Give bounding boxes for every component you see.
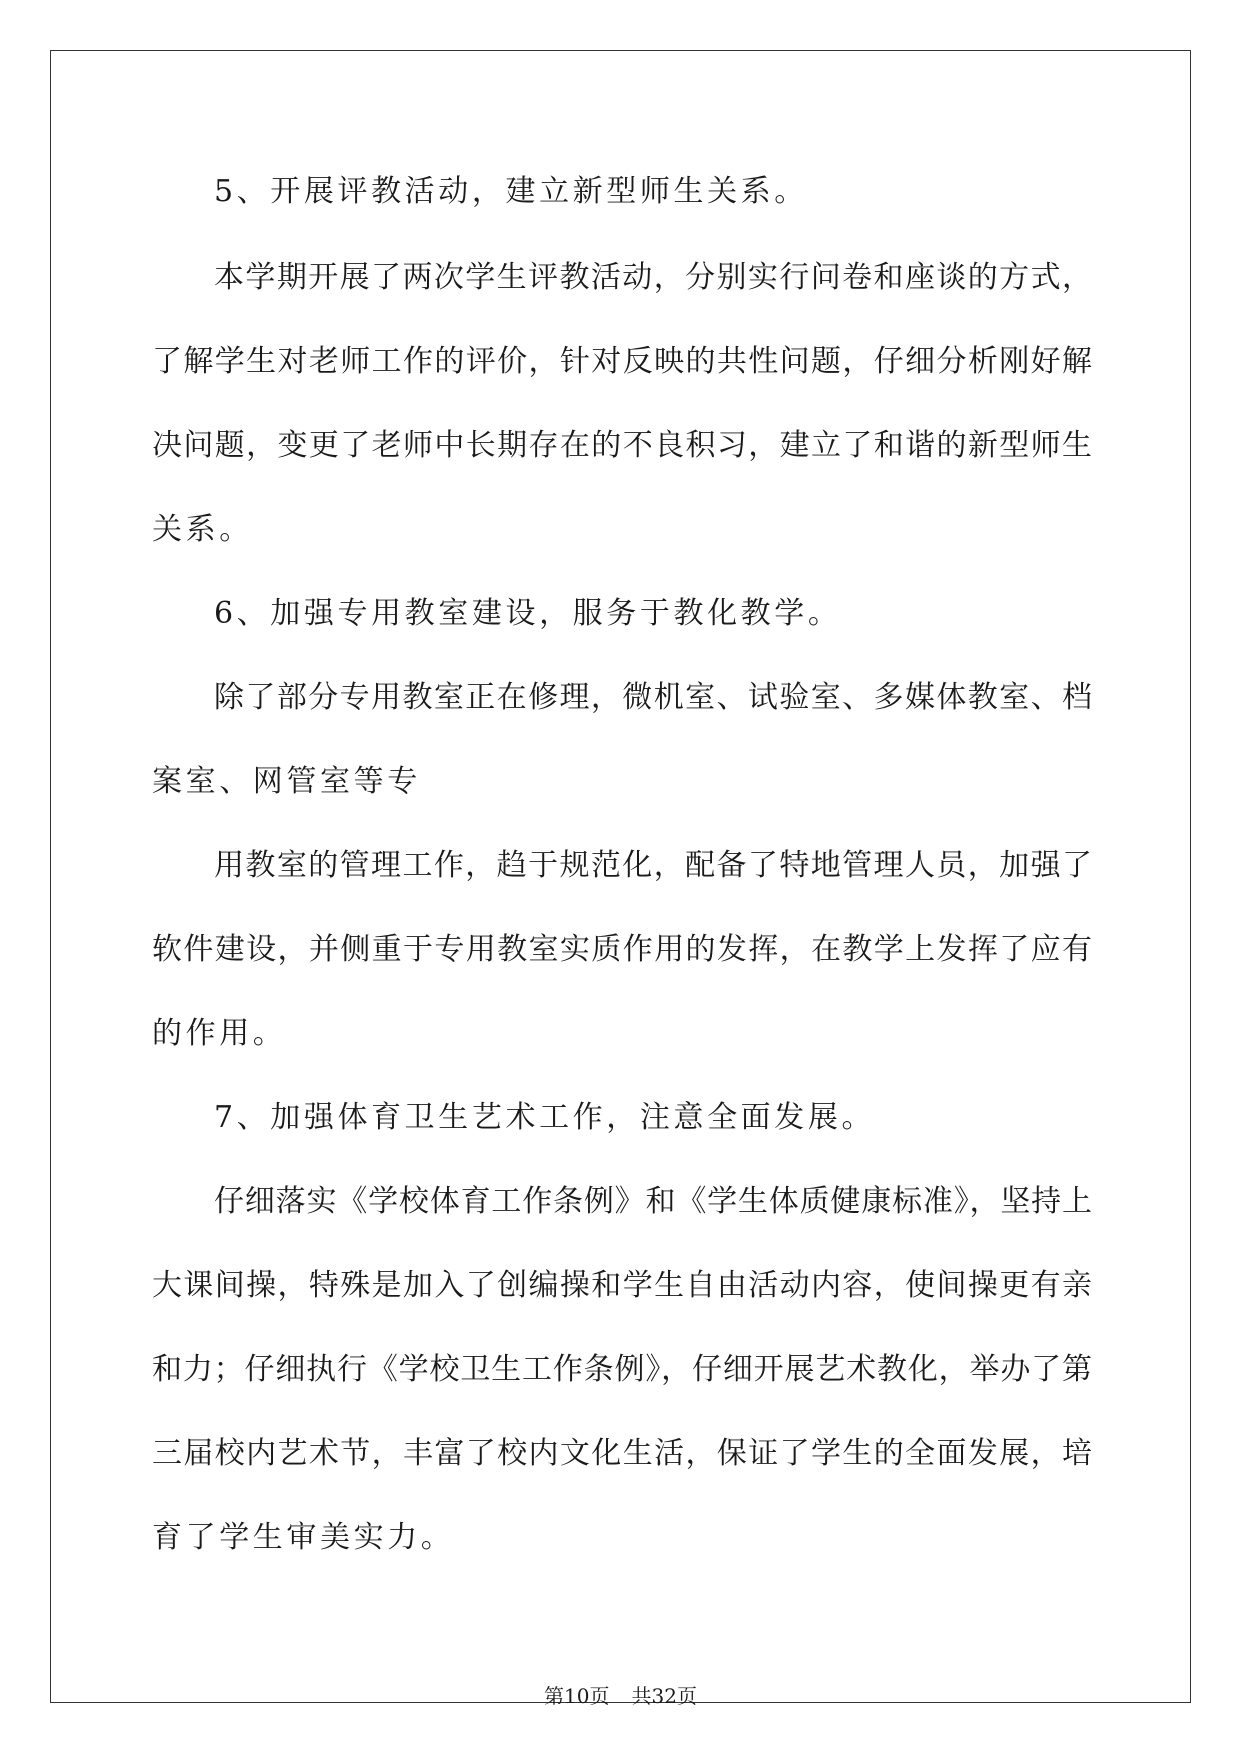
paragraph-line: 和力；仔细执行《学校卫生工作条例》，仔细开展艺术教化，举办了第 <box>152 1352 1092 1387</box>
paragraph-line: 决问题，变更了老师中长期存在的不良积习，建立了和谐的新型师生 <box>152 428 1092 463</box>
paragraph-line: 除了部分专用教室正在修理，微机室、试验室、多媒体教室、档 <box>214 680 1092 715</box>
paragraph-line: 关系。 <box>152 512 253 547</box>
current-page-number: 第10页 <box>544 1684 610 1708</box>
paragraph-line: 三届校内艺术节，丰富了校内文化生活，保证了学生的全面发展，培 <box>152 1436 1092 1471</box>
paragraph-line: 用教室的管理工作，趋于规范化，配备了特地管理人员，加强了 <box>214 848 1092 883</box>
paragraph-line: 大课间操，特殊是加入了创编操和学生自由活动内容，使间操更有亲 <box>152 1268 1092 1303</box>
page-footer <box>0 1683 1241 1709</box>
paragraph-line: 软件建设，并侧重于专用教室实质作用的发挥，在教学上发挥了应有 <box>152 932 1092 967</box>
heading-item-5: 5、开展评教活动，建立新型师生关系。 <box>214 174 808 209</box>
paragraph-line: 了解学生对老师工作的评价，针对反映的共性问题，仔细分析刚好解 <box>152 344 1092 379</box>
paragraph-line: 本学期开展了两次学生评教活动，分别实行问卷和座谈的方式， <box>214 260 1092 295</box>
heading-item-6: 6、加强专用教室建设，服务于教化教学。 <box>214 596 842 631</box>
total-pages: 共32页 <box>631 1684 697 1708</box>
heading-item-7: 7、加强体育卫生艺术工作，注意全面发展。 <box>214 1100 876 1135</box>
paragraph-line: 案室、网管室等专 <box>152 764 421 799</box>
paragraph-line: 育了学生审美实力。 <box>152 1520 455 1555</box>
paragraph-line: 仔细落实《学校体育工作条例》和《学生体质健康标准》，坚持上 <box>214 1184 1092 1219</box>
paragraph-line: 的作用。 <box>152 1016 287 1051</box>
